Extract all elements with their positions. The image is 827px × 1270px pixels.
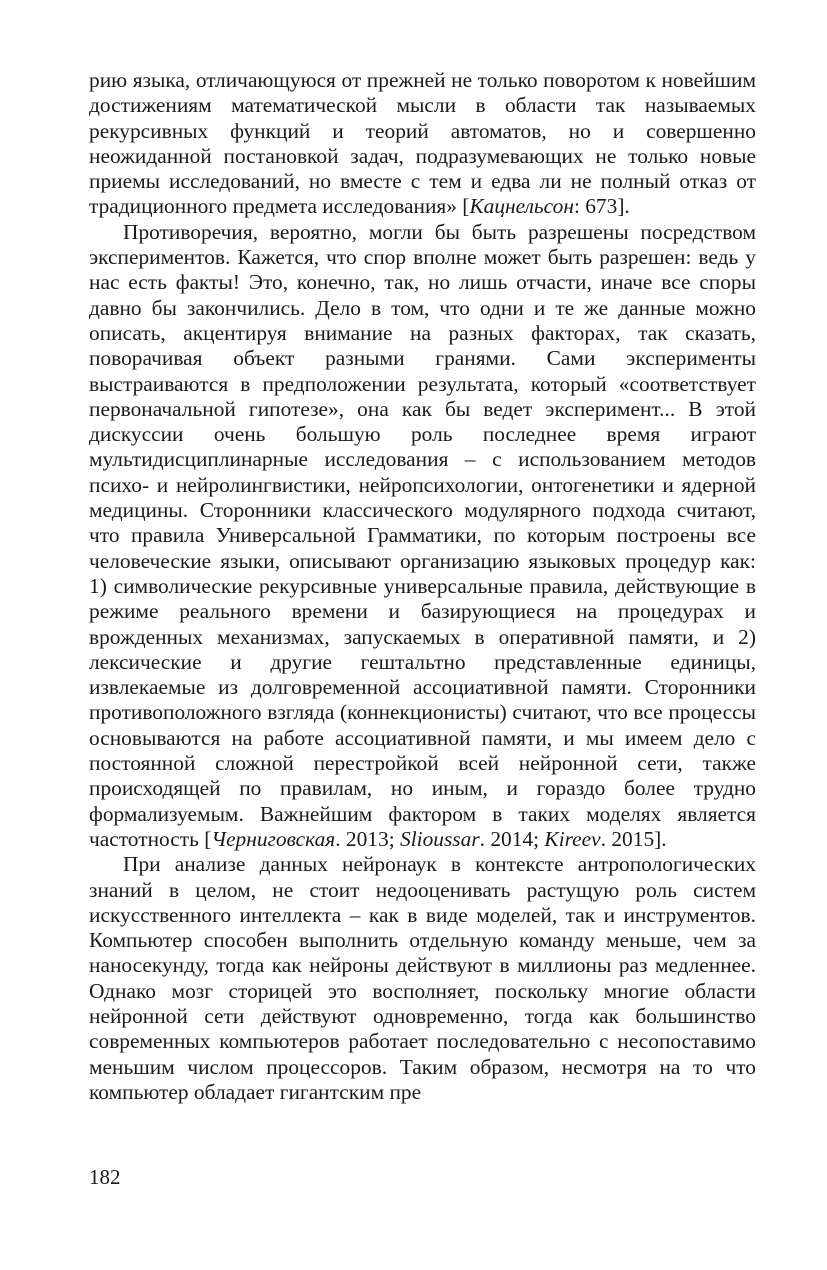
text-run: рию языка, отличающуюся от прежней не только поворотом к новейшим достижениям математической мысли в области так называемых рекурсивных функций и теорий автоматов, но и совершенно неожиданной постановкой задач, подразумевающих не только новые приемы исследований, но вместе с тем и едва ли не полный отказ от традиционного предмета исследования» [ [89, 68, 756, 219]
citation-author-katsnelson: Кацнельсон [469, 194, 574, 219]
citation-author-slioussar: Slioussar [400, 826, 480, 851]
paragraph-1 [89, 68, 756, 220]
paragraph-2 [89, 220, 756, 852]
citation-author-chernigovskaya: Черниговская [211, 826, 336, 851]
text-run: . 2013; [335, 826, 400, 851]
text-run: . 2015]. [600, 826, 667, 851]
citation-author-kireev: Kireev [544, 826, 601, 851]
text-run: : 673]. [573, 194, 630, 219]
page-number: 182 [89, 1165, 121, 1189]
page-body [89, 68, 756, 1105]
text-run: Противоречия, вероятно, могли бы быть разрешены посредством экспериментов. Кажется, что спор вполне может быть разрешен: ведь у нас есть факты! Это, конечно, так, но лишь отчасти, иначе все споры давно бы закончились. Дело в том, что одни и те же данные можно описать, акцентируя внимание на разных факторах, так сказать, поворачивая объект разными гранями. Сами эксперименты выстраиваются в предположении результата, который «соответствует первоначальной гипотезе», она как бы ведет эксперимент... В этой дискуссии очень большую роль последнее время играют мультидисциплинарные исследования – с использованием методов психо- и нейролингвистики, нейропсихологии, онтогенетики и ядерной медицины. Сторонники классического модулярного подхода считают, что правила Универсальной Грамматики, по которым построены все человеческие языки, описывают организацию языковых процедур как: 1) символические рекурсивные универсальные правила, действующие в режиме реального времени и базирующиеся на процедурах и врожденных механизмах, запускаемых в оперативной памяти, и 2) лексические и другие гештальтно представленные единицы, извлекаемые из долговременной ассоциативной памяти. Сторонники противоположного взгляда (коннекционисты) считают, что все процессы основываются на работе ассоциативной памяти, и мы имеем дело с постоянной сложной перестройкой всей нейронной сети, также происходящей по правилам, но иным, и гораздо более трудно формализуемым. Важнейшим фактором в таких моделях является частотность [ [89, 219, 756, 851]
text-run: При анализе данных нейронаук в контексте антропологических знаний в целом, не стоит недооценивать растущую роль систем искусственного интеллекта – как в виде моделей, так и инструментов. Компьютер способен выполнить отдельную команду меньше, чем за наносекунду, тогда как нейроны действуют в миллионы раз медленнее. Однако мозг сторицей это восполняет, поскольку многие области нейронной сети действуют одновременно, тогда как большинство современных компьютеров работает последовательно с несопоставимо меньшим числом процессоров. Таким образом, несмотря на то что компьютер обладает гигантским пре [89, 852, 756, 1104]
text-run: . 2014; [479, 826, 545, 851]
paragraph-3 [89, 852, 756, 1105]
